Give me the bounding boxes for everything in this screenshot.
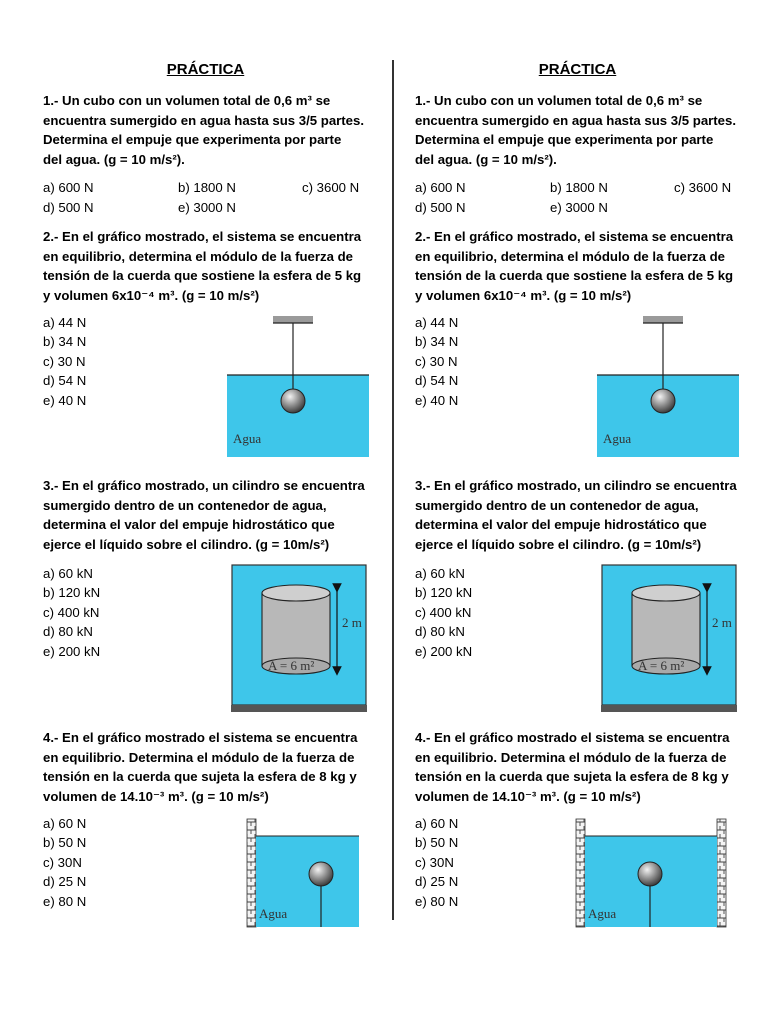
- option: c) 30N: [415, 854, 454, 870]
- option: d) 54 N: [415, 373, 459, 389]
- q2-line: en equilibrio, determina el módulo de la fuerza de: [415, 248, 725, 264]
- hanging-sphere-figure: [227, 311, 369, 457]
- option: a) 60 N: [415, 816, 459, 831]
- option: d) 500 N: [43, 199, 94, 215]
- q2-line: tensión de la cuerda que sostiene la esfera de 5 kg: [415, 268, 734, 283]
- q2-line: 2.- En el gráfico mostrado, el sistema se encuentra: [415, 229, 734, 244]
- q1-line: del agua. (g = 10 m/s²).: [415, 151, 557, 167]
- q3-line: 3.- En el gráfico mostrado, un cilindro se encuentra: [43, 478, 365, 493]
- q4-line: en equilibrio. Determina el módulo de la fuerza de: [43, 749, 355, 765]
- left-wall: [247, 819, 256, 927]
- q2-line: 2.- En el gráfico mostrado, el sistema se encuentra: [43, 229, 362, 244]
- area-label: A = 6 m²: [268, 658, 315, 673]
- sphere: [638, 862, 662, 886]
- cylinder-body: [632, 593, 700, 666]
- option: b) 50 N: [415, 835, 459, 851]
- option: b) 50 N: [43, 835, 87, 851]
- option: a) 60 kN: [43, 566, 93, 581]
- tank-floor: [231, 705, 367, 712]
- q1-line: Determina el empuje que experimenta por parte: [415, 132, 714, 147]
- option: a) 60 kN: [415, 566, 465, 581]
- question-3-text: [43, 476, 368, 554]
- option: b) 34 N: [415, 334, 459, 350]
- cylinder-figure: [231, 564, 367, 714]
- q1-line: 1.- Un cubo con un volumen total de 0,6 m³ se: [43, 93, 331, 108]
- option: a) 600 N: [415, 180, 466, 195]
- option: e) 3000 N: [178, 199, 236, 215]
- worksheet-left: [43, 0, 368, 1024]
- option: b) 1800 N: [178, 180, 236, 195]
- question-2-options: [415, 313, 458, 410]
- option: b) 120 kN: [43, 585, 101, 601]
- q4-line: 4.- En el gráfico mostrado el sistema se encuentra: [43, 730, 358, 745]
- option: c) 30N: [43, 854, 82, 870]
- q2-line: y volumen 6x10⁻⁴ m³. (g = 10 m/s²): [43, 287, 260, 303]
- option: e) 80 N: [43, 893, 87, 909]
- option: e) 3000 N: [550, 199, 608, 215]
- option: c) 30 N: [43, 353, 86, 369]
- anchored-sphere-figure: [203, 818, 359, 928]
- option: d) 54 N: [43, 373, 87, 389]
- option: d) 80 kN: [43, 624, 93, 640]
- option: a) 44 N: [43, 315, 87, 330]
- option: e) 80 N: [415, 893, 459, 909]
- option: e) 200 kN: [43, 643, 101, 659]
- cylinder-top: [632, 585, 700, 601]
- q3-line: determina el valor del empuje hidrostático que: [415, 517, 707, 532]
- page-title: PRÁCTICA: [538, 61, 617, 78]
- q4-line: tensión en la cuerda que sujeta la esfera de 8 kg y: [43, 769, 357, 784]
- worksheet-right: [415, 0, 740, 1024]
- q1-line: encuentra sumergido en agua hasta sus 3/5 partes.: [415, 112, 737, 128]
- cylinder-body: [262, 593, 330, 666]
- q1-line: del agua. (g = 10 m/s²).: [43, 151, 185, 167]
- q4-line: en equilibrio. Determina el módulo de la fuerza de: [415, 749, 727, 765]
- q2-line: en equilibrio, determina el módulo de la fuerza de: [43, 248, 353, 264]
- question-2-options: [43, 313, 86, 410]
- q4-line: tensión en la cuerda que sujeta la esfera de 8 kg y: [415, 769, 729, 784]
- option: d) 25 N: [43, 874, 87, 890]
- option: b) 1800 N: [550, 180, 608, 195]
- area-label: A = 6 m²: [638, 658, 685, 673]
- water-label: Agua: [588, 906, 617, 921]
- left-wall: [576, 819, 585, 927]
- water-label: Agua: [233, 431, 262, 446]
- water-label: Agua: [259, 906, 288, 921]
- question-4-options: [415, 814, 458, 911]
- option: b) 120 kN: [415, 585, 473, 601]
- option: e) 40 N: [415, 392, 459, 408]
- page-title: PRÁCTICA: [166, 61, 245, 78]
- q2-line: y volumen 6x10⁻⁴ m³. (g = 10 m/s²): [415, 287, 632, 303]
- q3-line: determina el valor del empuje hidrostático que: [43, 517, 335, 532]
- option: d) 80 kN: [415, 624, 465, 640]
- q1-line: encuentra sumergido en agua hasta sus 3/5 partes.: [43, 112, 365, 128]
- option: c) 30 N: [415, 353, 458, 369]
- option: a) 44 N: [415, 315, 459, 330]
- option: a) 600 N: [43, 180, 94, 195]
- q4-line: volumen de 14.10⁻³ m³. (g = 10 m/s²): [415, 788, 641, 804]
- anchored-sphere-figure: [532, 818, 732, 928]
- question-4-text: [415, 728, 740, 806]
- option: c) 3600 N: [302, 180, 360, 195]
- ceiling-support: [643, 316, 683, 323]
- q3-line: ejerce el líquido sobre el cilindro. (g = 10m/s²): [43, 536, 330, 552]
- q1-line: 1.- Un cubo con un volumen total de 0,6 m³ se: [415, 93, 703, 108]
- question-1-text: [43, 91, 368, 169]
- cylinder-top: [262, 585, 330, 601]
- sphere: [651, 389, 675, 413]
- question-4-options: [43, 814, 86, 911]
- height-label: 2 m: [712, 615, 732, 630]
- ceiling-support: [273, 316, 313, 323]
- q1-line: Determina el empuje que experimenta por parte: [43, 132, 342, 147]
- option: e) 40 N: [43, 392, 87, 408]
- question-1-text: [415, 91, 740, 169]
- q3-line: sumergido dentro de un contenedor de agua,: [43, 497, 327, 513]
- q3-line: ejerce el líquido sobre el cilindro. (g = 10m/s²): [415, 536, 702, 552]
- option: b) 34 N: [43, 334, 87, 350]
- column-divider: [392, 60, 394, 920]
- q4-line: volumen de 14.10⁻³ m³. (g = 10 m/s²): [43, 788, 269, 804]
- question-3-text: [415, 476, 740, 554]
- option: d) 500 N: [415, 199, 466, 215]
- option: c) 400 kN: [43, 604, 100, 620]
- cylinder-figure: [601, 564, 737, 714]
- q4-line: 4.- En el gráfico mostrado el sistema se encuentra: [415, 730, 730, 745]
- q3-line: sumergido dentro de un contenedor de agua,: [415, 497, 699, 513]
- tank-floor: [601, 705, 737, 712]
- option: a) 60 N: [43, 816, 87, 831]
- hanging-sphere-figure: [597, 311, 739, 457]
- sphere: [309, 862, 333, 886]
- option: c) 3600 N: [674, 180, 732, 195]
- water-label: Agua: [603, 431, 632, 446]
- height-label: 2 m: [342, 615, 362, 630]
- question-2-text: [43, 227, 368, 305]
- option: c) 400 kN: [415, 604, 472, 620]
- question-2-text: [415, 227, 740, 305]
- question-4-text: [43, 728, 368, 806]
- sphere: [281, 389, 305, 413]
- q2-line: tensión de la cuerda que sostiene la esfera de 5 kg: [43, 268, 362, 283]
- q3-line: 3.- En el gráfico mostrado, un cilindro se encuentra: [415, 478, 737, 493]
- option: d) 25 N: [415, 874, 459, 890]
- question-3-options: [415, 564, 472, 661]
- right-wall: [717, 819, 726, 927]
- question-3-options: [43, 564, 100, 661]
- option: e) 200 kN: [415, 643, 473, 659]
